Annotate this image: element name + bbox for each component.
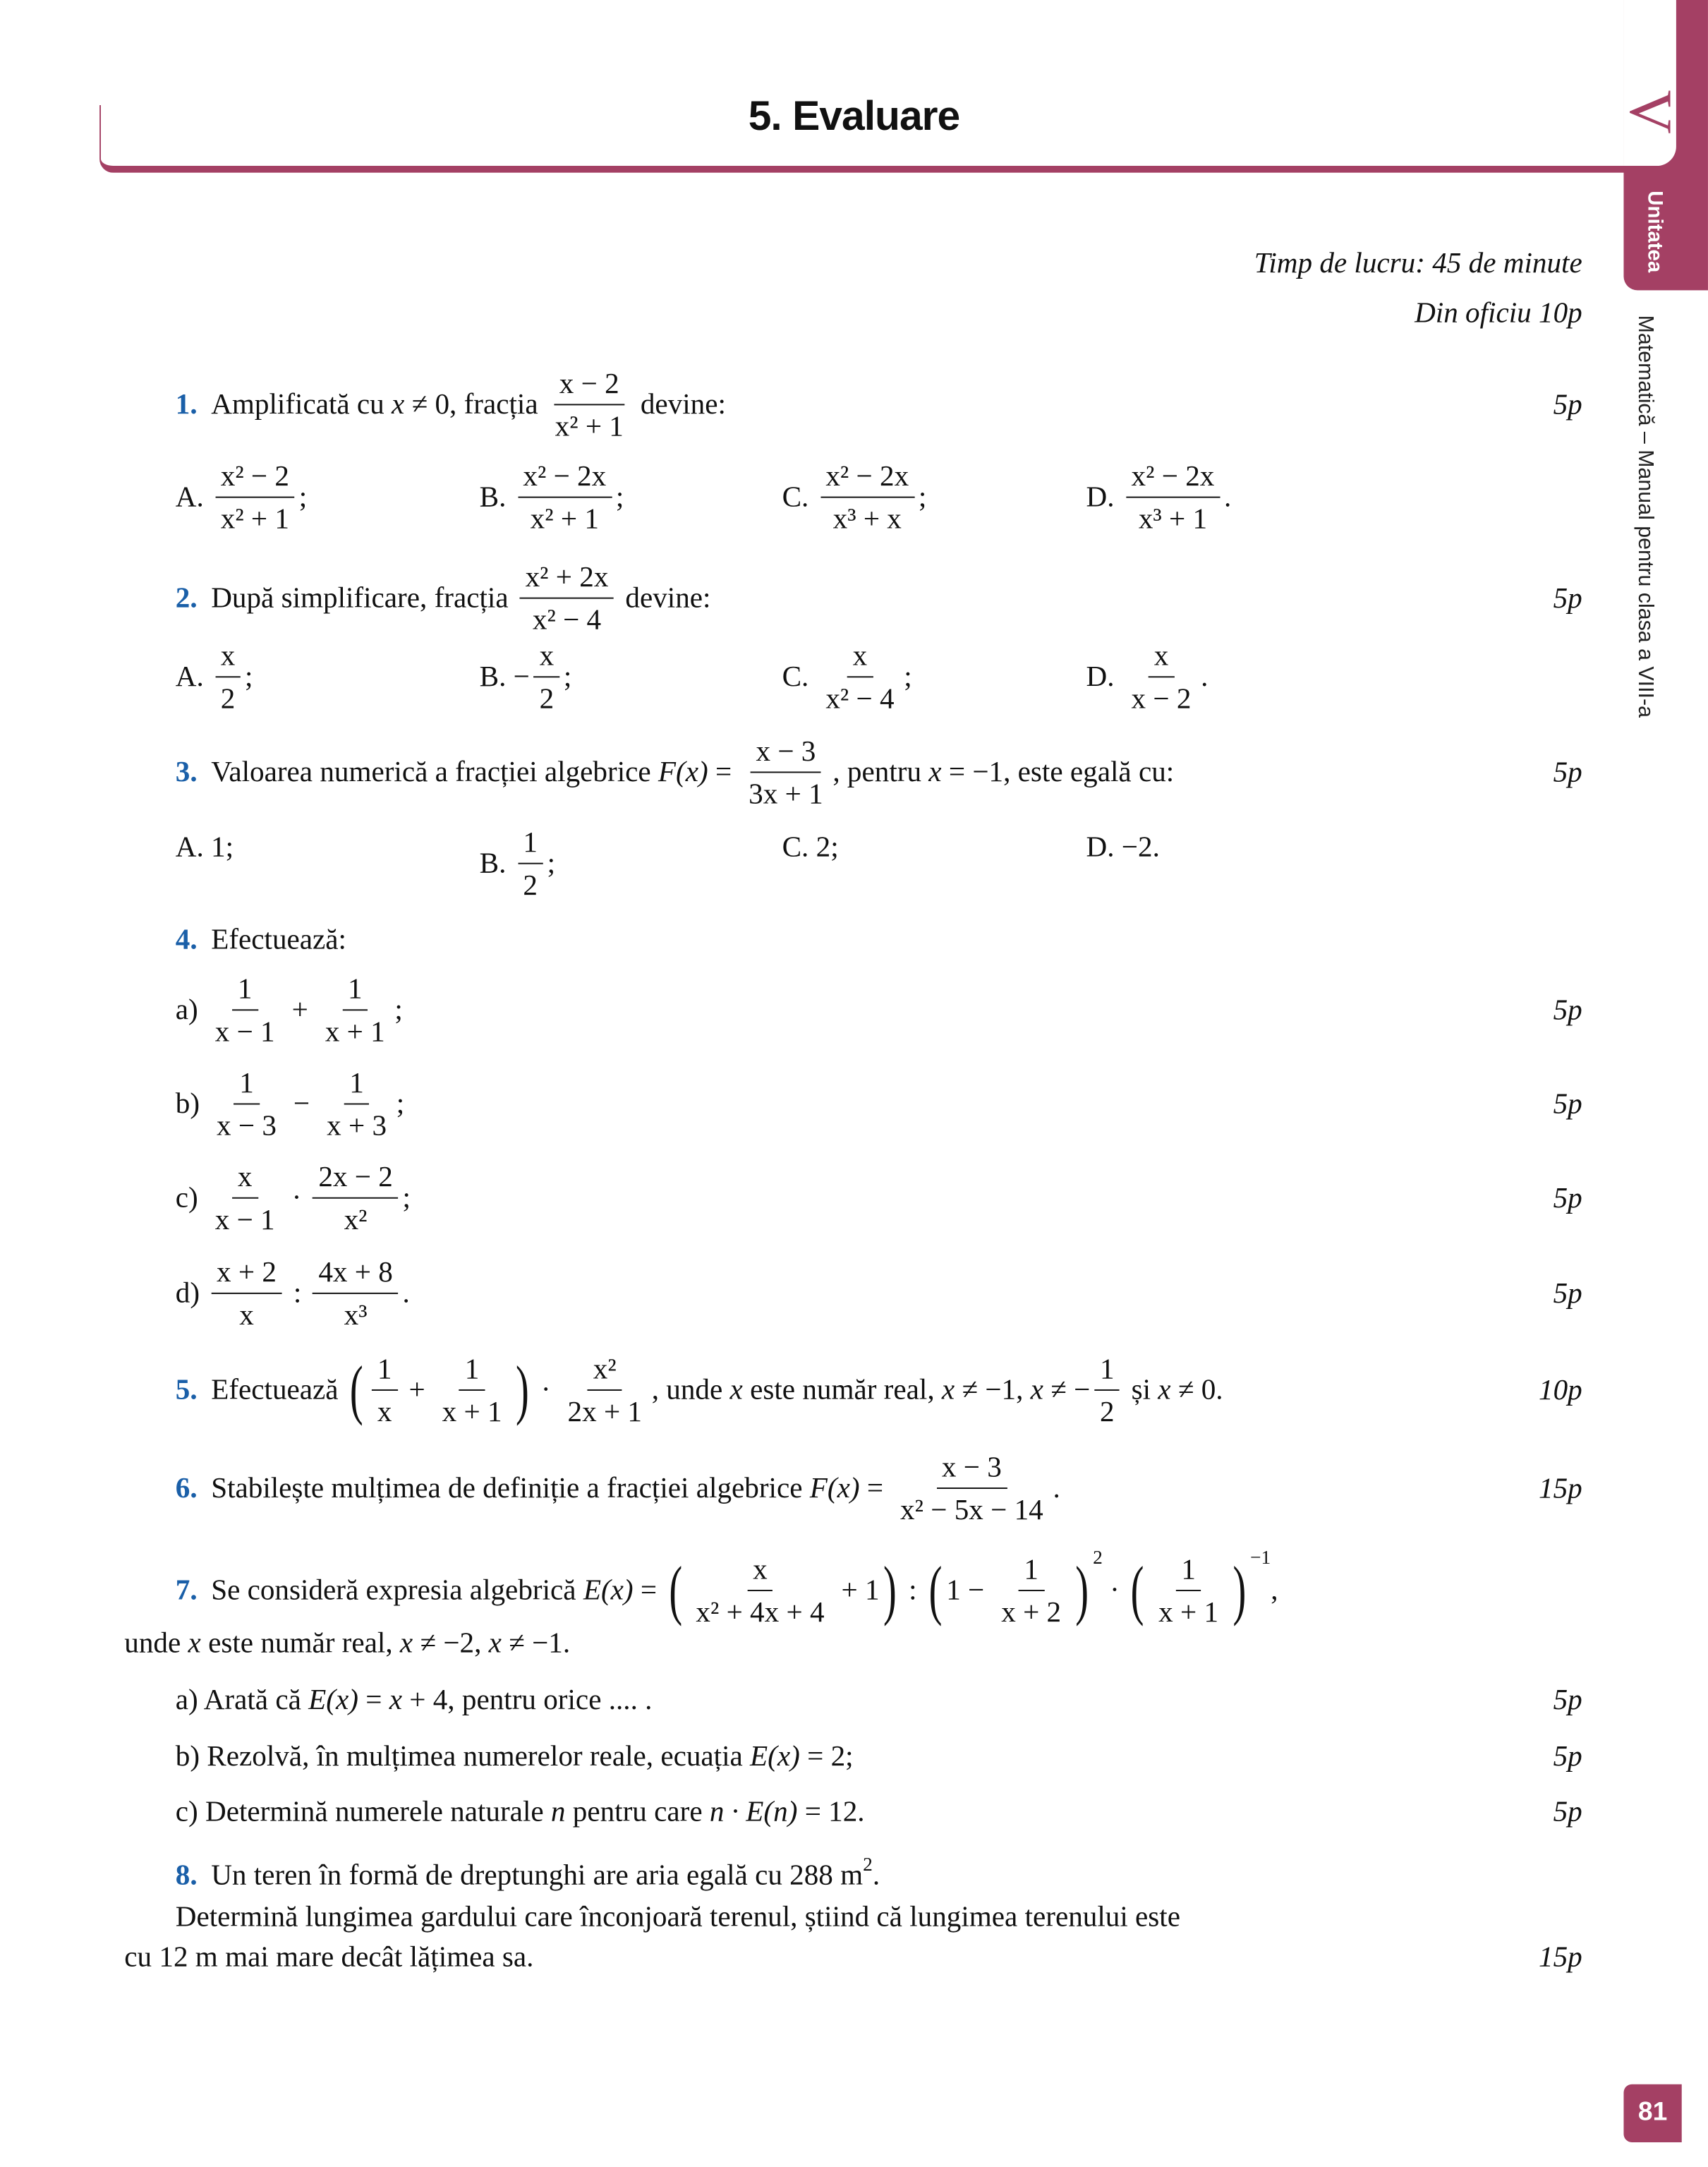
points: 15p: [1539, 1471, 1582, 1505]
text: Efectuează: [211, 1372, 346, 1406]
fraction-denominator: x: [377, 1395, 392, 1429]
parenthesis: (: [928, 1553, 942, 1627]
parenthesis: ): [516, 1353, 530, 1427]
fraction: [215, 637, 241, 717]
points: 5p: [1553, 1794, 1582, 1828]
text: ,: [1271, 1573, 1278, 1607]
fraction-denominator: x³: [344, 1298, 368, 1332]
text: Un teren în formă de dreptunghi are aria egală cu 288 m: [211, 1858, 864, 1892]
math-variable: x: [928, 755, 942, 789]
fraction: [691, 1551, 830, 1631]
problem-number: 1.: [175, 387, 198, 421]
text: ;: [918, 480, 927, 514]
points: 5p: [1553, 1739, 1582, 1773]
book-title-vertical: Matematică – Manual pentru clasa a VIII-a: [1633, 315, 1657, 718]
text: ;: [547, 846, 556, 880]
fraction: [1126, 458, 1220, 538]
text: unde: [124, 1626, 188, 1660]
fraction-denominator: x² − 4: [532, 603, 602, 636]
text: După simplificare, fracția: [211, 581, 516, 615]
text: +: [284, 993, 316, 1027]
fraction-numerator: 1: [372, 1351, 397, 1391]
text: , pentru: [832, 755, 929, 789]
text: și: [1124, 1372, 1158, 1406]
fraction-numerator: x: [534, 637, 559, 677]
math-variable: n · E(n): [709, 1794, 798, 1828]
fraction-denominator: x + 2: [1001, 1595, 1062, 1629]
points: 15p: [1539, 1940, 1582, 1974]
problem-line: [176, 366, 726, 445]
text: A.: [175, 660, 212, 694]
fraction-denominator: x + 1: [442, 1395, 502, 1429]
text: ;: [402, 1181, 411, 1214]
fraction: [520, 559, 614, 639]
fraction-denominator: x² − 4: [825, 682, 895, 716]
problem-number: 4.: [175, 922, 198, 956]
math-variable: x: [392, 387, 405, 421]
problem-number: 7.: [175, 1573, 198, 1607]
exponent: 2: [1093, 1548, 1103, 1569]
math-variable: x: [488, 1626, 502, 1660]
text: ;: [245, 660, 253, 694]
text: A.: [175, 480, 212, 514]
fraction-numerator: 1: [234, 1065, 259, 1105]
problem-line: [782, 458, 927, 538]
text: , unde: [651, 1372, 730, 1406]
fraction: [372, 1351, 397, 1430]
problem-line: [176, 970, 403, 1050]
fraction: [215, 458, 295, 538]
problem-number: 5.: [175, 1372, 198, 1406]
fraction-numerator: x: [215, 637, 241, 677]
problem-line: [176, 1351, 1223, 1430]
fraction: [210, 970, 281, 1050]
math-variable: E(x): [750, 1739, 800, 1773]
fraction-denominator: 2: [523, 869, 538, 903]
fraction-numerator: x² − 2x: [820, 458, 914, 498]
fraction-numerator: 2x − 2: [313, 1159, 398, 1199]
text: C.: [782, 480, 816, 514]
text: ≠ 0, fracția: [404, 387, 545, 421]
fraction-denominator: x² + 4x + 4: [696, 1595, 825, 1629]
unit-label: Unitatea: [1642, 191, 1667, 273]
fraction-numerator: 1: [1019, 1551, 1044, 1591]
fraction-denominator: x² + 1: [530, 502, 599, 536]
text: 1 −: [946, 1573, 992, 1607]
fraction: [437, 1351, 508, 1430]
text: Determină lungimea gardului care înconjoară terenul, știind că lungimea terenului este: [175, 1900, 1181, 1933]
fraction-denominator: x² − 5x − 14: [900, 1493, 1043, 1527]
parenthesis: (: [668, 1553, 682, 1627]
text: = 12.: [797, 1794, 865, 1828]
fraction: [210, 1159, 281, 1238]
parenthesis: ): [1232, 1553, 1246, 1627]
text: a) Arată că: [175, 1682, 309, 1716]
text: Se consideră expresia algebrică: [211, 1573, 583, 1607]
fraction-numerator: x: [847, 637, 873, 677]
problem-number: 8.: [175, 1858, 198, 1892]
text: .: [1201, 660, 1209, 694]
math-variable: x: [188, 1626, 201, 1660]
text: =: [633, 1573, 665, 1607]
fraction-denominator: x² + 1: [555, 409, 624, 443]
fraction-numerator: 1: [342, 970, 368, 1010]
text: Amplificată cu: [211, 387, 392, 421]
math-variable: E(x): [308, 1682, 358, 1716]
fraction-denominator: x − 1: [214, 1203, 275, 1237]
problem-number: 2.: [175, 581, 198, 615]
fraction: [313, 1159, 398, 1238]
problem-line: [176, 733, 1174, 813]
text: este număr real,: [200, 1626, 400, 1660]
text: c): [175, 1181, 206, 1214]
math-variable: F(x): [809, 1471, 860, 1505]
parenthesis: ): [1075, 1553, 1089, 1627]
math-variable: n: [550, 1794, 566, 1828]
problem-line: [124, 1940, 533, 1974]
fraction-numerator: x²: [588, 1351, 622, 1391]
text: =: [708, 755, 739, 789]
problem-line: [176, 1683, 653, 1718]
text: C. 2;: [782, 830, 839, 864]
fraction: [562, 1351, 648, 1430]
problem-line: [176, 637, 253, 717]
problem-line: [175, 1548, 1278, 1631]
points: 5p: [1553, 1087, 1582, 1121]
problem-line: [782, 830, 839, 864]
problem-line: [176, 922, 346, 957]
problem-line: [480, 824, 555, 904]
text: B.: [479, 480, 514, 514]
fraction-numerator: x² − 2x: [1126, 458, 1220, 498]
text: = −1, este egală cu:: [941, 755, 1175, 789]
text: este număr real,: [742, 1372, 942, 1406]
fraction: [820, 637, 900, 717]
exponent: −1: [1250, 1548, 1271, 1569]
fraction: [550, 366, 629, 445]
fraction-numerator: x − 3: [751, 733, 822, 773]
fraction-numerator: x² − 2: [215, 458, 295, 498]
default-points: Din oficiu 10p: [1415, 296, 1582, 330]
fraction: [1094, 1351, 1120, 1430]
problem-line: [1086, 830, 1160, 864]
fraction: [820, 458, 914, 538]
text: ·: [284, 1181, 309, 1214]
text: ≠ −: [1043, 1372, 1091, 1406]
problem-line: [1086, 458, 1232, 538]
fraction: [211, 1254, 282, 1334]
math-variable: x: [399, 1626, 413, 1660]
text: + 4, pentru orice .... .: [401, 1682, 653, 1716]
problem-line: [176, 1254, 410, 1334]
fraction-numerator: 1: [344, 1065, 369, 1105]
fraction-numerator: 1: [1175, 1551, 1201, 1591]
fraction-numerator: 4x + 8: [313, 1254, 399, 1294]
text: Efectuează:: [211, 922, 346, 956]
text: B.: [479, 846, 514, 880]
fraction-denominator: 2: [220, 682, 236, 716]
text: + 1: [834, 1573, 880, 1607]
problem-line: [176, 559, 711, 639]
text: devine:: [633, 387, 726, 421]
text: D.: [1086, 660, 1122, 694]
fraction: [534, 637, 559, 717]
problem-line: [1086, 637, 1209, 717]
math-variable: x: [1030, 1372, 1043, 1406]
text: b): [175, 1087, 207, 1121]
parenthesis: (: [350, 1353, 363, 1427]
math-variable: x: [941, 1372, 955, 1406]
page-number: 81: [1623, 2084, 1681, 2142]
problem-line: [176, 1065, 404, 1145]
fraction-denominator: x − 2: [1131, 682, 1192, 716]
math-variable: F(x): [658, 755, 708, 789]
fraction-denominator: 2x + 1: [567, 1395, 642, 1429]
fraction-denominator: 2: [1100, 1395, 1115, 1429]
problem-number: 3.: [175, 755, 198, 789]
fraction-denominator: x: [239, 1298, 254, 1332]
fraction-numerator: x + 2: [211, 1254, 282, 1294]
points: 5p: [1553, 1276, 1582, 1310]
text: ≠ −2,: [413, 1626, 489, 1660]
problem-line: [176, 1900, 1180, 1934]
fraction: [518, 458, 612, 538]
problem-number: 6.: [175, 1471, 198, 1505]
fraction: [518, 824, 543, 904]
problem-line: [175, 1855, 880, 1893]
fraction-denominator: x − 3: [217, 1109, 277, 1142]
text: D. −2.: [1086, 830, 1160, 864]
text: =: [358, 1682, 389, 1716]
fraction: [313, 1254, 399, 1334]
fraction-numerator: x² + 2x: [520, 559, 614, 599]
math-variable: x: [729, 1372, 743, 1406]
fraction-denominator: x²: [344, 1203, 368, 1237]
work-time: Timp de lucru: 45 de minute: [1254, 246, 1582, 279]
text: c) Determină numerele naturale: [175, 1794, 551, 1828]
fraction: [1153, 1551, 1224, 1631]
text: d): [175, 1276, 207, 1310]
math-variable: x: [1158, 1372, 1171, 1406]
text: ·: [533, 1372, 558, 1406]
fraction-denominator: x³ + x: [832, 502, 902, 536]
points: 5p: [1553, 993, 1582, 1027]
text: =: [859, 1471, 891, 1505]
fraction: [743, 733, 828, 813]
text: A. 1;: [175, 830, 234, 864]
fraction-denominator: x² + 1: [220, 502, 289, 536]
math-variable: x: [389, 1682, 402, 1716]
fraction: [1126, 637, 1197, 717]
fraction-numerator: 1: [459, 1351, 485, 1391]
text: cu 12 m mai mare decât lățimea sa.: [124, 1940, 534, 1974]
problem-line: [480, 458, 624, 538]
fraction: [995, 1551, 1067, 1631]
problem-line: [480, 637, 572, 717]
text: ·: [1102, 1573, 1127, 1607]
text: ;: [396, 1087, 405, 1121]
fraction-numerator: x − 2: [554, 366, 625, 406]
text: .: [1053, 1471, 1060, 1505]
text: ≠ 0.: [1170, 1372, 1223, 1406]
fraction-numerator: 1: [518, 824, 543, 864]
problem-line: [176, 830, 234, 864]
problem-line: [782, 637, 912, 717]
problem-line: [176, 458, 307, 538]
text: b) Rezolvă, în mulțimea numerelor reale, ecuația: [175, 1739, 751, 1773]
fraction-numerator: x: [232, 1159, 258, 1199]
text: .: [872, 1858, 880, 1892]
fraction-numerator: x² − 2x: [518, 458, 612, 498]
text: ;: [298, 480, 308, 514]
text: −: [286, 1087, 317, 1121]
text: D.: [1086, 480, 1122, 514]
text: Valoarea numerică a fracției algebrice: [211, 755, 658, 789]
unit-numeral: V: [1616, 90, 1685, 134]
fraction-denominator: x − 1: [214, 1015, 275, 1049]
points: 5p: [1553, 581, 1582, 615]
fraction-denominator: 2: [539, 682, 555, 716]
text: +: [401, 1372, 432, 1406]
fraction-numerator: 1: [1094, 1351, 1120, 1391]
text: devine:: [618, 581, 711, 615]
text: :: [901, 1573, 924, 1607]
text: ≠ −1.: [501, 1626, 571, 1660]
fraction: [320, 970, 391, 1050]
text: = 2;: [799, 1739, 854, 1773]
text: B. −: [479, 660, 530, 694]
points: 5p: [1553, 1181, 1582, 1214]
fraction-denominator: x + 3: [327, 1109, 387, 1142]
problem-line: [176, 1794, 865, 1829]
page-title: 5. Evaluare: [748, 94, 960, 140]
text: Stabilește mulțimea de definiție a fracției algebrice: [211, 1471, 810, 1505]
text: ;: [563, 660, 572, 694]
problem-line: [124, 1626, 570, 1660]
problem-line: [176, 1449, 1060, 1528]
fraction: [895, 1449, 1048, 1528]
parenthesis: (: [1131, 1553, 1145, 1627]
text: .: [1224, 480, 1232, 514]
fraction-denominator: x + 1: [1158, 1595, 1219, 1629]
text: pentru care: [565, 1794, 710, 1828]
text: ;: [394, 993, 403, 1027]
text: :: [286, 1276, 309, 1310]
fraction-denominator: 3x + 1: [749, 777, 823, 811]
exponent: 2: [863, 1855, 873, 1876]
fraction-denominator: x³ + 1: [1138, 502, 1208, 536]
text: .: [402, 1276, 410, 1310]
points: 10p: [1539, 1372, 1582, 1406]
parenthesis: ): [883, 1553, 897, 1627]
text: ≠ −1,: [955, 1372, 1031, 1406]
fraction-numerator: 1: [232, 970, 258, 1010]
fraction: [211, 1065, 282, 1145]
fraction-numerator: x: [1149, 637, 1174, 677]
text: C.: [782, 660, 816, 694]
fraction-numerator: x: [747, 1551, 773, 1591]
text: ;: [615, 480, 624, 514]
unit-tab-cutout: [1623, 0, 1676, 166]
fraction-numerator: x − 3: [936, 1449, 1007, 1489]
fraction: [321, 1065, 392, 1145]
text: ;: [904, 660, 912, 694]
points: 5p: [1553, 755, 1582, 789]
fraction-denominator: x + 1: [325, 1015, 385, 1049]
math-variable: E(x): [583, 1573, 634, 1607]
text: a): [175, 993, 206, 1027]
points: 5p: [1553, 1682, 1582, 1716]
problem-line: [176, 1739, 854, 1774]
points: 5p: [1553, 387, 1582, 421]
problem-line: [176, 1159, 411, 1238]
